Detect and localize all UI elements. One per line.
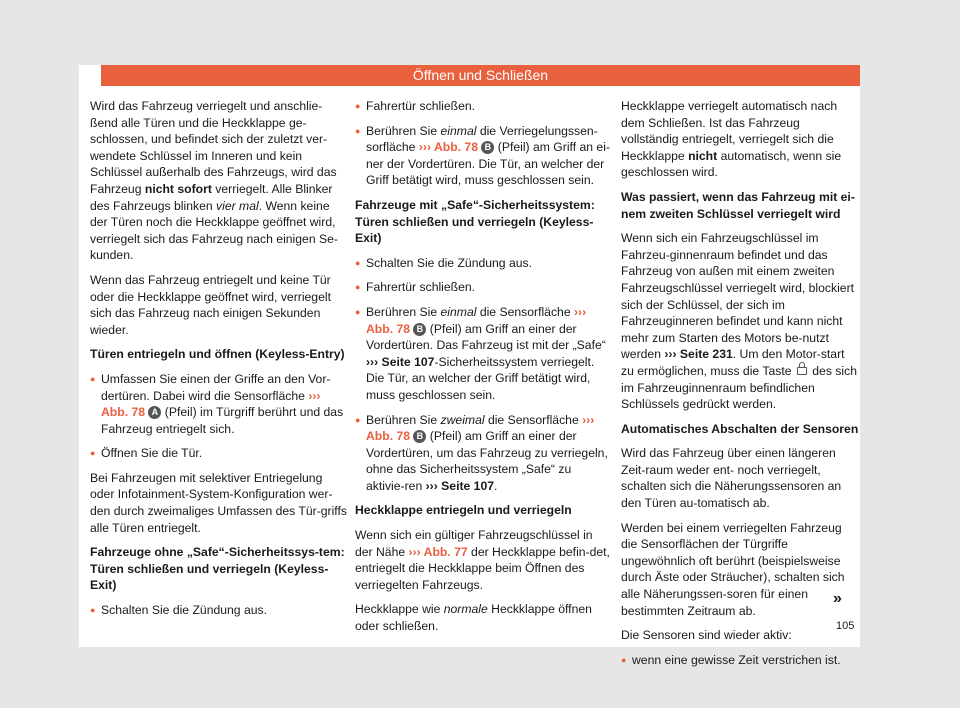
page-link[interactable]: ››› Seite 231 — [664, 347, 733, 362]
figure-link[interactable]: ››› Abb. 78 — [418, 140, 478, 155]
paragraph: Wird das Fahrzeug verriegelt und anschlie-ßend alle Türen und die Heckklappe ge-schlossen, und befindet sich der zuletzt ver-wendete Schlüssel im Inneren und kein Schlüssel außerhalb des Fahrzeugs, wird das Fahrzeug nicht sofort verriegelt. Alle Blinker des Fahrzeugs blinken vier mal. Wenn keine der Türen noch die Heckklappe geöffnet wird, verriegelt sich das Fahrzeug nach einigen Se-kunden. — [90, 99, 338, 263]
bullet-item: ● wenn eine gewisse Zeit verstrichen ist. — [621, 652, 859, 669]
subheading: Was passiert, wenn das Fahrzeug mit ei-nem zweiten Schlüssel verriegelt wird — [621, 189, 855, 221]
paragraph: Wird das Fahrzeug über einen längeren Zeit-raum weder ent- noch verriegelt, schalten sich die Näherungssensoren an den Türen au-tomatisch ab. — [621, 446, 842, 511]
label-a-icon: A — [148, 406, 161, 419]
subheading: Fahrzeuge ohne „Safe“-Sicherheitssys-tem: Türen schließen und verriegeln (Keyless-Exit) — [90, 545, 345, 593]
figure-link[interactable]: ››› Abb. 78 — [366, 304, 587, 336]
column-2 — [355, 98, 611, 643]
paragraph: Wenn sich ein Fahrzeugschlüssel im Fahrzeu-ginnenraum befindet und das Fahrzeug von außen mit einem zweiten Fahrzeugschlüssel verriegelt wird, blockiert sich der Schlüssel, der sich im Fahrzeuginneren befindet und kann nicht mehr zum Starten des Motors be-nutzt werden ››› Seite 231. Um den Motor-start zu ermöglichen, muss die Taste des sich im Fahrzeuginnenraum befindlichen Schlüssels gedrückt werden. — [621, 231, 857, 412]
continue-arrow-icon: » — [833, 590, 842, 607]
bullet-item: ● Umfassen Sie einen der Griffe an den Vor-dertüren. Dabei wird die Sensorfläche ››› Abb. 78 A (Pfeil) im Türgriff berührt und das Fahrzeug entriegelt sich. — [90, 371, 348, 437]
bullet-item: ● Schalten Sie die Zündung aus. — [90, 602, 348, 619]
label-b-icon: B — [413, 323, 426, 336]
subheading: Heckklappe entriegeln und verriegeln — [355, 503, 572, 518]
bullet-item: ● Fahrertür schließen. — [355, 279, 611, 296]
label-b-icon: B — [413, 430, 426, 443]
figure-link[interactable]: ››› Abb. 78 — [101, 388, 321, 420]
paragraph: Werden bei einem verriegelten Fahrzeug die Sensorflächen der Türgriffe ungewöhnlich oft berührt (beispielsweise durch Äste oder Sträucher), schalten sich alle Näherungssen-soren für einen bestimmten Zeitraum ab. — [621, 520, 845, 618]
lock-icon — [797, 367, 807, 375]
page-link[interactable]: ››› Seite 107 — [366, 354, 435, 369]
subheading: Automatisches Abschalten der Sensoren — [621, 421, 859, 436]
paragraph: Heckklappe verriegelt automatisch nach dem Schließen. Ist das Fahrzeug vollständig entriegelt, verriegelt sich die Heckklappe nicht automatisch, wenn sie geschlossen wird. — [621, 99, 842, 180]
bullet-item: ● Berühren Sie einmal die Sensorfläche ››› Abb. 78 B (Pfeil) am Griff an einer der Vordertüren. Das Fahrzeug ist mit der „Safe“ ››› Seite 107-Sicherheitssystem verriegelt. Die Tür, an welcher der Griff betätigt wird, muss geschlossen sein. — [355, 304, 611, 404]
paragraph: Wenn das Fahrzeug entriegelt und keine Tür oder die Heckklappe geöffnet wird, verriegelt sich das Fahrzeug nach einigen Sekunden wieder. — [90, 272, 331, 337]
page-link[interactable]: ››› Seite 107 — [425, 478, 495, 493]
bullet-item: ● Berühren Sie zweimal die Sensorfläche ››› Abb. 78 B (Pfeil) am Griff an einer der Vordertüren, um das Fahrzeug zu verriegeln, ohne das Sicherheitssystem „Safe“ zu aktivie-ren ››› Seite 107. — [355, 412, 611, 495]
paragraph: Heckklappe wie normale Heckklappe öffnen oder schließen. — [355, 602, 592, 634]
column-3 — [621, 98, 859, 676]
subheading: Türen entriegeln und öffnen (Keyless-Entry) — [90, 347, 345, 362]
paragraph: Bei Fahrzeugen mit selektiver Entriegelung oder Infotainment-System-Konfiguration wer-den durch zweimaliges Umfassen des Tür-griffs alle Türen entriegelt. — [90, 470, 347, 535]
subheading: Fahrzeuge mit „Safe“-Sicherheitssystem: Türen schließen und verriegeln (Keyless-Exit) — [355, 197, 595, 246]
paragraph: Wenn sich ein gültiger Fahrzeugschlüssel in der Nähe ››› Abb. 77 der Heckklappe befin-det, entriegelt die Heckklappe beim Öffnen des verriegelten Fahrzeugs. — [355, 528, 610, 592]
column-1 — [90, 98, 348, 627]
paragraph: Die Sensoren sind wieder aktiv: — [621, 628, 792, 643]
page-number: 105 — [836, 620, 855, 632]
label-b-icon: B — [481, 141, 494, 154]
bullet-item: ● Fahrertür schließen. — [355, 98, 611, 115]
bullet-item: ● Schalten Sie die Zündung aus. — [355, 255, 611, 272]
bullet-item: ● Berühren Sie einmal die Verriegelungssen-sorfläche ››› Abb. 78 B (Pfeil) am Griff an ei-ner der Vordertüren. Die Tür, an welcher der Griff betätigt wird, muss geschlossen sein. — [355, 123, 611, 189]
section-header: Öffnen und Schließen — [101, 65, 860, 86]
figure-link[interactable]: ››› Abb. 78 — [366, 412, 595, 444]
bullet-item: ● Öffnen Sie die Tür. — [90, 445, 348, 462]
figure-link[interactable]: ››› Abb. 77 — [408, 544, 468, 559]
